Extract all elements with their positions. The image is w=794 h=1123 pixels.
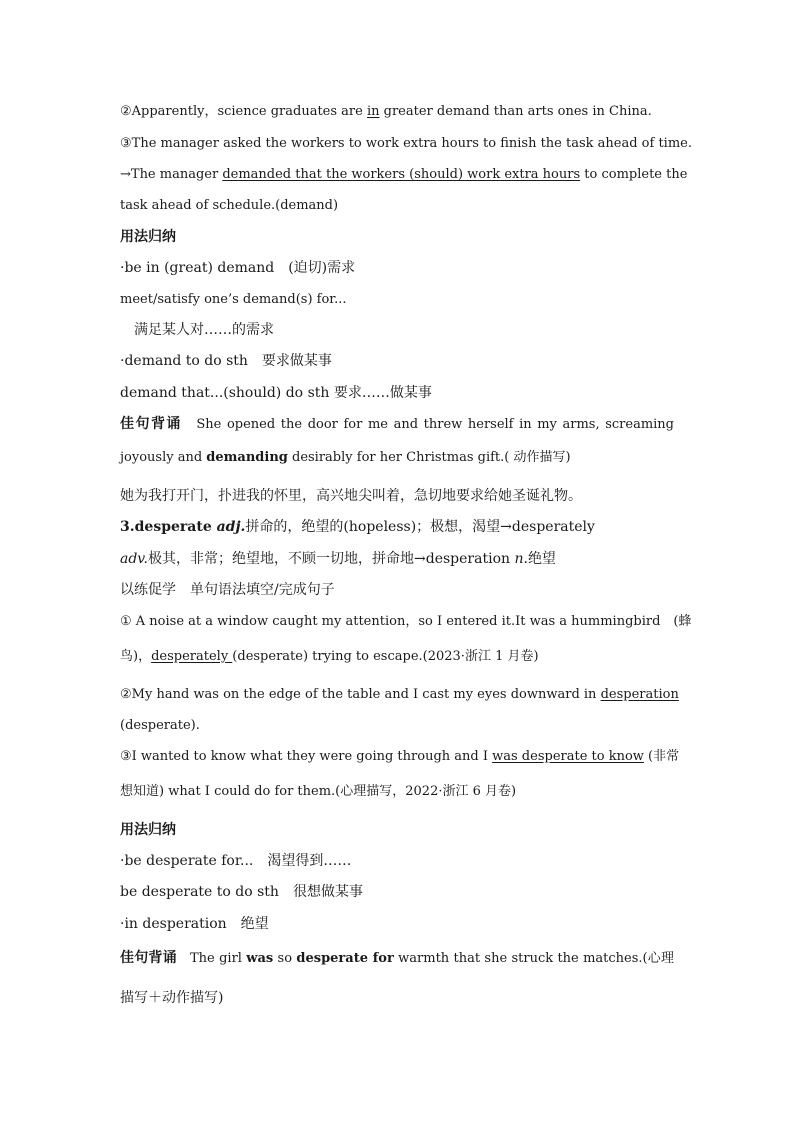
text: joyously and [120, 450, 207, 465]
text: (desperate) trying to escape.(2023·浙江 1 月卷) [232, 649, 539, 664]
text: ③I wanted to know what they were going through and I [120, 749, 493, 764]
text: (非常 [643, 749, 680, 764]
question-3 [120, 748, 680, 766]
example-3-line2: task ahead of schedule.(demand) [120, 198, 339, 213]
good-sentence-line2 [120, 449, 674, 467]
text: so [273, 951, 297, 966]
entry-heading [120, 518, 674, 536]
entry-heading-line2 [120, 550, 674, 568]
definition: 绝望 [527, 551, 556, 567]
answer-blank: in [366, 104, 380, 119]
example-3: ③The manager asked the workers to work extra hours to finish the task ahead of time. [120, 136, 692, 151]
answer-blank: desperately [151, 649, 233, 664]
good-sentence [120, 415, 674, 434]
text: 鸟)， [120, 649, 152, 664]
entry-definition: 拼命的，绝望的(hopeless)；极想，渴望→desperately [245, 519, 595, 535]
usage-item: demand that...(should) do sth 要求……做某事 [120, 385, 432, 401]
pos: adv. [120, 551, 149, 567]
question-1-line2 [120, 648, 674, 666]
answer-blank: demanded that the workers (should) work extra hours [222, 167, 581, 182]
usage-item: ·demand to do sth 要求做某事 [120, 353, 332, 369]
good-sentence-text: She opened the door for me and threw herself in my arms, screaming [181, 417, 675, 432]
example-2-rest: greater demand than arts ones in China. [379, 104, 652, 119]
question-2-line2: (desperate). [120, 718, 200, 733]
good-sentence-label: 佳句背诵 [120, 416, 182, 432]
usage-item: meet/satisfy one’s demand(s) for... [120, 292, 347, 307]
question-1: ① A noise at a window caught my attention，so I entered it.It was a hummingbird (蜂 [120, 614, 692, 629]
entry-word: desperate [134, 519, 212, 535]
good-sentence [120, 949, 674, 968]
answer-blank: was desperate to know [492, 749, 644, 764]
example-2-text: ②Apparently，science graduates are [120, 104, 367, 119]
example-3-rewrite [120, 166, 688, 184]
bold-text: was [246, 951, 274, 966]
usage-item: be desperate to do sth 很想做某事 [120, 884, 363, 900]
entry-number: 3. [120, 519, 135, 535]
question-3-line2: 想知道) what I could do for them.(心理描写，2022·浙江 6 月卷) [120, 784, 517, 799]
usage-item: ·be desperate for... 渴望得到…… [120, 853, 352, 869]
entry-pos: adj. [211, 519, 246, 535]
good-sentence-translation: 她为我打开门，扑进我的怀里，高兴地尖叫着，急切地要求给她圣诞礼物。 [120, 488, 582, 504]
usage-item: ·in desperation 绝望 [120, 916, 269, 932]
arrow-text: →The manager [120, 167, 223, 182]
usage-title: 用法归纳 [120, 229, 176, 245]
good-sentence-label: 佳句背诵 [120, 950, 177, 966]
usage-item: 满足某人对……的需求 [120, 322, 274, 338]
bold-text: desperate for [296, 951, 394, 966]
text: The girl [176, 951, 247, 966]
usage-title: 用法归纳 [120, 822, 176, 838]
definition: 极其，非常；绝望地，不顾一切地，拼命地→desperation [148, 551, 515, 567]
bold-text: demanding [206, 450, 288, 465]
good-sentence-line2: 描写＋动作描写) [120, 990, 224, 1006]
answer-blank: desperation [600, 687, 679, 702]
usage-item: ·be in (great) demand (迫切)需求 [120, 260, 356, 276]
example-3-rest: to complete the [580, 167, 688, 182]
text: ②My hand was on the edge of the table and I cast my eyes downward in [120, 687, 601, 702]
practice-title: 以练促学 单句语法填空/完成句子 [120, 582, 335, 598]
question-2 [120, 686, 679, 704]
pos: n. [514, 551, 528, 567]
example-2 [120, 103, 674, 121]
text: warmth that she struck the matches.(心理 [393, 951, 675, 966]
text: desirably for her Christmas gift.( 动作描写) [287, 450, 571, 465]
